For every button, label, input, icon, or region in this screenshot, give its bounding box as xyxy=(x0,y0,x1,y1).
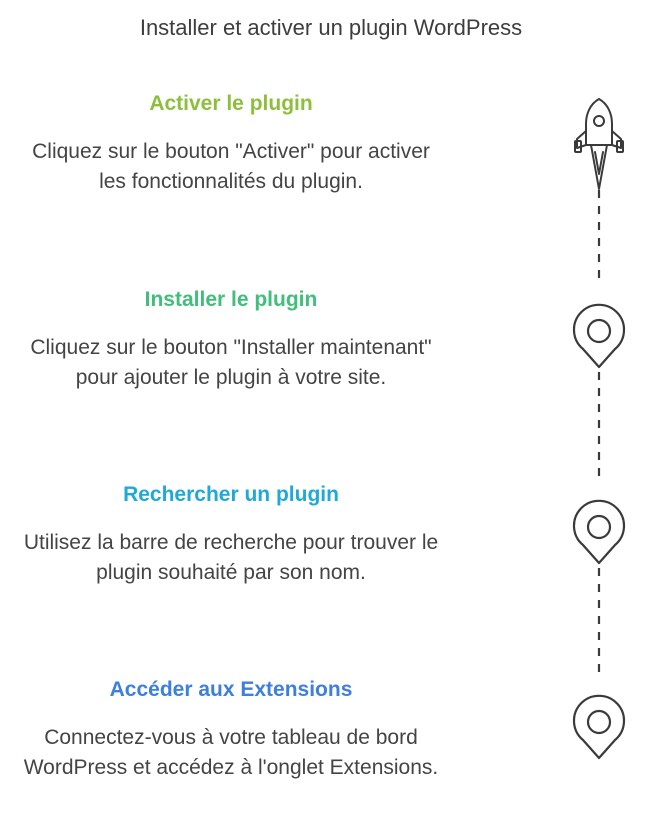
map-pin-icon xyxy=(574,501,624,563)
map-pin-icon xyxy=(574,696,624,758)
step-3-title: Rechercher un plugin xyxy=(123,483,339,506)
step-4-title: Accéder aux Extensions xyxy=(109,678,353,701)
page-title: Installer et activer un plugin WordPress xyxy=(139,15,523,40)
step-1-title: Activer le plugin xyxy=(149,92,313,115)
step-4-description: Connectez-vous à votre tableau de bord WordPress et accédez à l'onglet Extensions. xyxy=(23,726,439,779)
step-1-description: Cliquez sur le bouton "Activer" pour activer les fonctionnalités du plugin. xyxy=(32,140,430,193)
step-3-description: Utilisez la barre de recherche pour trouver le plugin souhaité par son nom. xyxy=(23,531,439,584)
step-2-title: Installer le plugin xyxy=(144,288,318,311)
map-pin-icon xyxy=(574,305,624,367)
rocket-icon xyxy=(575,99,623,189)
step-2-description: Cliquez sur le bouton "Installer maintenant" pour ajouter le plugin à votre site. xyxy=(30,336,432,389)
